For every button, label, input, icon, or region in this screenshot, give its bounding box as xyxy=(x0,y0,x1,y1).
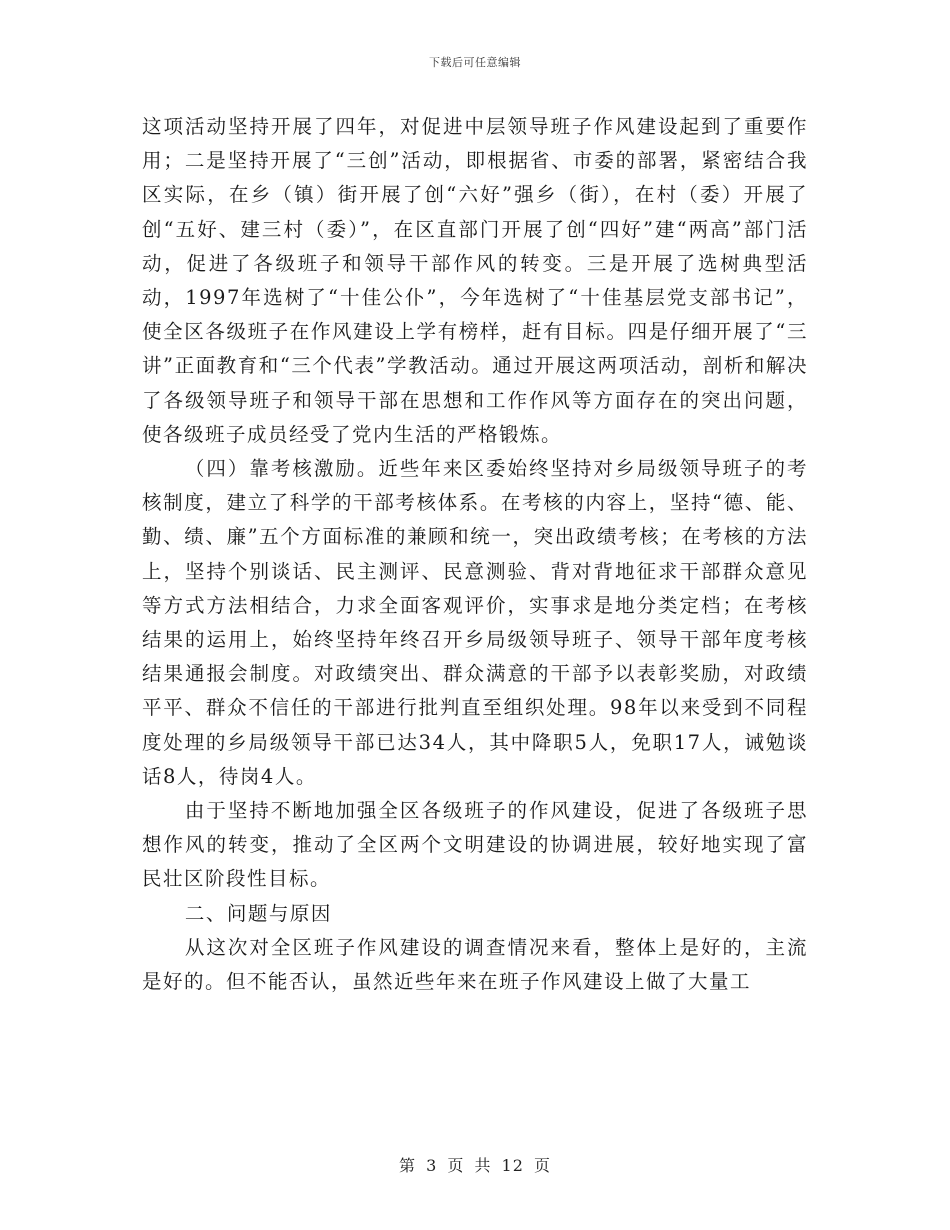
section-heading-problems: 二、问题与原因 xyxy=(184,901,332,925)
paragraph-continued-activities: 这项活动坚持开展了四年，对促进中层领导班子作风建设起到了重要作用；二是坚持开展了“三创”活动，即根据省、市委的部署，紧密结合我区实际，在乡（镇）街开展了创“六好”强乡（街），在村（委）开展了创“五好、建三村（委）”，在区直部门开展了创“四好”建“两高”部门活动，促进了各级班子和领导干部作风的转变。三是开展了选树典型活动，1997年选树了“十佳公仆”，今年选树了“十佳基层党支部书记”，使全区各级班子在作风建设上学有榜样，赶有目标。四是仔细开展了“三讲”正面教育和“三个代表”学教活动。通过开展这两项活动，剖析和解决了各级领导班子和领导干部在思想和工作作风等方面存在的突出问题，使各级班子成员经受了党内生活的严格锻炼。 xyxy=(142,115,808,446)
page-footer: 第 3 页 共 12 页 xyxy=(399,1156,551,1175)
document-body xyxy=(142,110,808,999)
paragraph-results: 由于坚持不断地加强全区各级班子的作风建设，促进了各级班子思想作风的转变，推动了全区两个文明建设的协调进展，较好地实现了富民壮区阶段性目标。 xyxy=(142,799,808,891)
page-header: 下载后可任意编辑 xyxy=(429,56,521,69)
paragraph-assessment-incentive: （四）靠考核激励。近些年来区委始终坚持对乡局级领导班子的考核制度，建立了科学的干部考核体系。在考核的内容上，坚持“德、能、勤、绩、廉”五个方面标准的兼顾和统一，突出政绩考核；在考核的方法上，坚持个别谈话、民主测评、民意测验、背对背地征求干部群众意见等方式方法相结合，力求全面客观评价，实事求是地分类定档；在考核结果的运用上，始终坚持年终召开乡局级领导班子、领导干部年度考核结果通报会制度。对政绩突出、群众满意的干部予以表彰奖励，对政绩平平、群众不信任的干部进行批判直至组织处理。98年以来受到不同程度处理的乡局级领导干部已达34人，其中降职5人，免职17人，诫勉谈话8人，待岗4人。 xyxy=(142,457,808,788)
paragraph-investigation: 从这次对全区班子作风建设的调查情况来看，整体上是好的，主流是好的。但不能否认，虽然近些年来在班子作风建设上做了大量工 xyxy=(142,935,808,994)
